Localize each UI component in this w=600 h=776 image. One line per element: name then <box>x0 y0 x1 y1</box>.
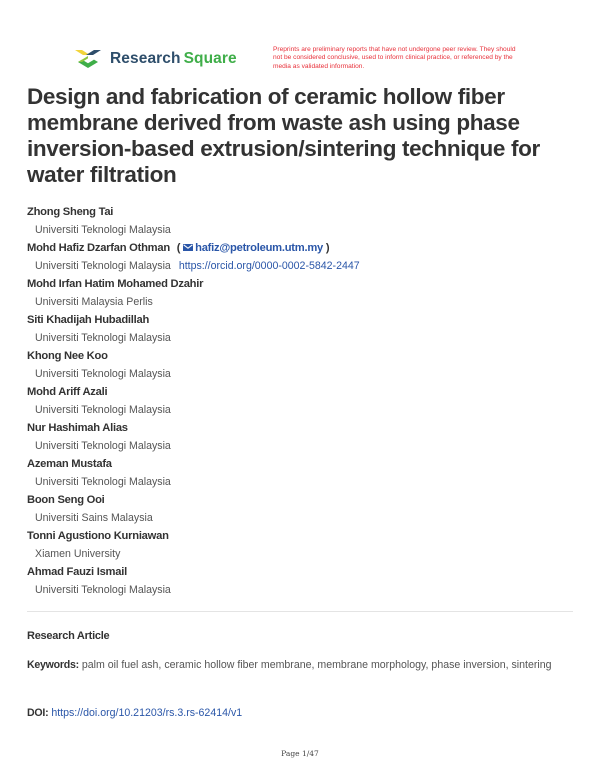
author-entry <box>27 311 573 347</box>
keywords-label: Keywords: <box>27 659 79 671</box>
orcid-link[interactable]: https://orcid.org/0000-0002-5842-2447 <box>178 260 360 272</box>
author-name: Boon Seng Ooi <box>27 494 105 506</box>
logo-word-research: Research <box>110 50 181 67</box>
preprint-disclaimer: Preprints are preliminary reports that have not undergone peer review. They should not be considered conclusive, used to inform clinical practice, or referenced by the media as validated information. <box>273 46 516 70</box>
author-affiliation: Universiti Teknologi Malaysia <box>35 332 171 344</box>
author-affiliation: Universiti Teknologi Malaysia <box>35 368 171 380</box>
author-name-with-email <box>27 239 573 257</box>
envelope-icon <box>183 244 193 251</box>
author-entry <box>27 419 573 455</box>
email-open-paren: ( <box>176 242 181 254</box>
author-entry <box>27 239 573 275</box>
author-entry <box>27 203 573 239</box>
author-affiliation: Universiti Teknologi Malaysia <box>35 584 171 596</box>
author-name: Mohd Ariff Azali <box>27 386 108 398</box>
author-entry <box>27 527 573 563</box>
author-entry <box>27 563 573 599</box>
keywords-section <box>27 657 573 674</box>
author-name: Nur Hashimah Alias <box>27 422 128 434</box>
author-affiliation: Universiti Teknologi Malaysia <box>35 224 171 236</box>
logo-word-square: Square <box>183 50 237 67</box>
doi-link[interactable]: https://doi.org/10.21203/rs.3.rs-62414/v1 <box>51 707 243 719</box>
research-square-logo-icon <box>74 48 102 70</box>
doi-section <box>27 705 242 722</box>
email-wrapper <box>174 242 329 254</box>
author-email-link[interactable]: hafiz@petroleum.utm.my <box>195 242 323 254</box>
author-name: Ahmad Fauzi Ismail <box>27 566 127 578</box>
research-square-logo[interactable] <box>74 48 237 70</box>
author-entry <box>27 491 573 527</box>
author-affiliation: Universiti Teknologi Malaysia <box>35 440 171 452</box>
author-name: Zhong Sheng Tai <box>27 206 114 218</box>
author-list <box>27 203 573 599</box>
author-affiliation: Universiti Teknologi Malaysia <box>35 476 171 488</box>
author-affiliation: Xiamen University <box>35 548 121 560</box>
author-affiliation: Universiti Malaysia Perlis <box>35 296 153 308</box>
author-name: Azeman Mustafa <box>27 458 112 470</box>
author-name: Mohd Irfan Hatim Mohamed Dzahir <box>27 278 204 290</box>
section-divider <box>27 611 573 612</box>
author-entry <box>27 347 573 383</box>
article-type: Research Article <box>27 630 110 642</box>
keywords-text: palm oil fuel ash, ceramic hollow fiber membrane, membrane morphology, phase inversion, sintering <box>81 659 552 671</box>
paper-title: Design and fabrication of ceramic hollow fiber membrane derived from waste ash using phase inversion-based extrusion/sintering technique for water filtration <box>27 84 540 187</box>
author-entry <box>27 275 573 311</box>
author-entry <box>27 455 573 491</box>
author-affiliation: Universiti Sains Malaysia <box>35 512 153 524</box>
author-affiliation: Universiti Teknologi Malaysia <box>35 404 171 416</box>
logo-wordmark <box>110 50 237 68</box>
page-header <box>0 0 600 80</box>
author-affiliation: Universiti Teknologi Malaysia <box>35 260 171 272</box>
page-number: Page 1/47 <box>281 749 319 758</box>
doi-label: DOI: <box>27 707 49 719</box>
author-entry <box>27 383 573 419</box>
author-name: Khong Nee Koo <box>27 350 108 362</box>
email-close-paren: ) <box>325 242 330 254</box>
author-name: Siti Khadijah Hubadillah <box>27 314 150 326</box>
author-name: Tonni Agustiono Kurniawan <box>27 530 169 542</box>
author-name: Mohd Hafiz Dzarfan Othman <box>27 242 170 254</box>
author-affiliation-row <box>27 257 573 275</box>
